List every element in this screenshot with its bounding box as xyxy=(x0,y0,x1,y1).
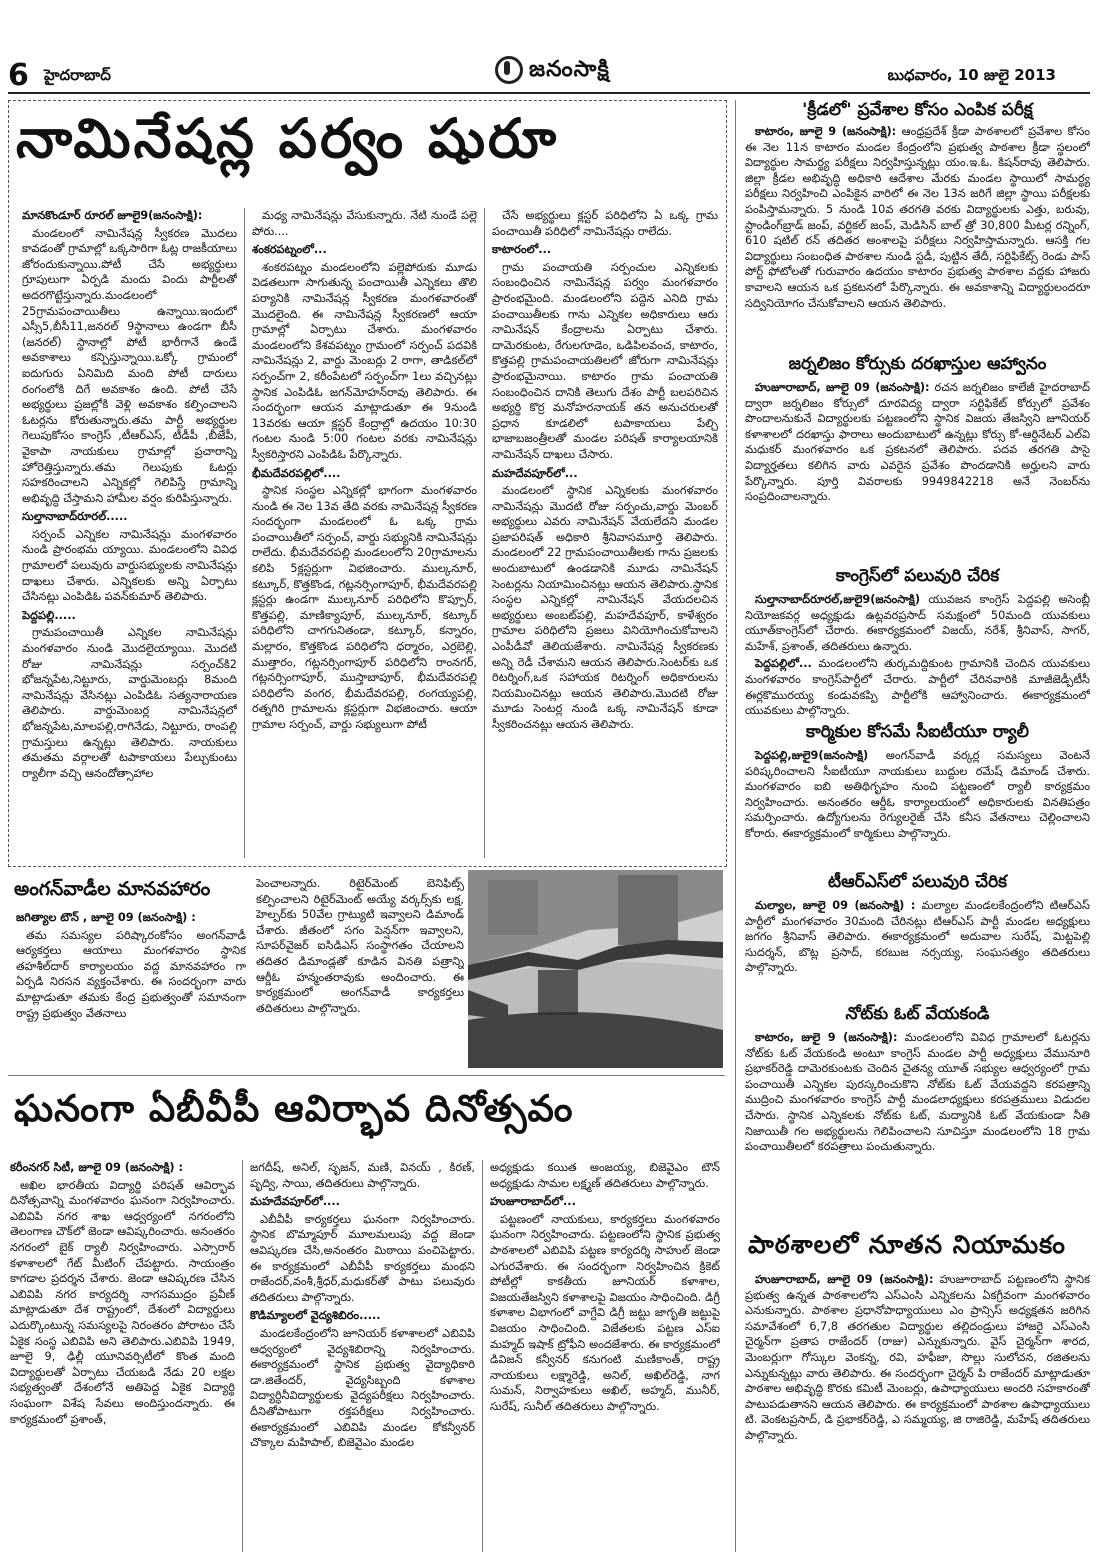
article-body: మల్యాల మండలకేంద్రంలోని టిఆర్ఎస్ పార్టీలో మంగళవారం 30మంది చేరినట్లు టిఆర్ఎస్ పార్టీ మండల అధ్యక్షులు జగగం శ్రీనివాస్ తెలిపారు. ఈకార్యక్రమంలో అదువాల సురేష్, మిట్టపెల్లి సుదర్శన్, బొట్ల ప్రసాద్, కరబుజ నర్సయ్య, సంఘసత్యం తదితరులు పాల్గొన్నారు. xyxy=(745,899,1090,975)
anganwadi-story xyxy=(8,870,725,1070)
dateline: పెద్దపల్లి,జులై9(జనంసాక్షి) xyxy=(755,749,869,762)
dateline: హుజూరాబాద్, జూలై 09 (జనంసాక్షి): xyxy=(755,1273,934,1286)
article-paragraph xyxy=(745,124,1090,311)
subhead: కొడిమ్యాలలో వైద్యశిబిరం..... xyxy=(250,1309,381,1323)
article-paragraph: చేసే అభ్యర్థులు క్లస్టర్ పరిధిలోని ఏ ఒక్క గ్రామ పంచాయితీ పరిధిలో నామినేషన్లు రాలేదు. xyxy=(492,209,718,238)
dateline: జగిత్యాల టౌన్ , జూలై 09 (జనంసాక్షి) : xyxy=(16,911,196,924)
column-divider xyxy=(244,208,245,858)
article-paragraph: పెంచాలన్నారు. రిటైర్‌మెంట్ బెనిఫిట్స్ కల్పించాలని రిటైర్‌మెంట్ అయ్యే వర్కర్స్‌కు లక్ష, హెల్పర్‌కు 50వేల గ్రాట్యుటి ఇవ్వాలని డిమాండ్ చేశారు. జీతంలో సగం పెన్షన్‌గా ఇవ్వాలని, సూపర్‌వైజర్ ఐసిడిఎస్ సంస్థాగతం చేయాలని తదితర డిమాండ్లతో కూడిన వినతి పత్రాన్ని ఆర్డీఓ హన్మంతరావుకు అందించారు. ఈ కార్యక్రమంలో అంగన్‌వాడీ కార్యకర్తలు తదితరులు పాల్గొన్నారు. xyxy=(256,877,464,1015)
column-divider xyxy=(484,208,485,858)
anganwadi-title: అంగన్‌వాడీల మానవహారం xyxy=(14,878,211,900)
article-paragraph xyxy=(745,1030,1090,1155)
abvp-column-3 xyxy=(490,1160,720,1552)
journalism-course-story xyxy=(745,380,1090,555)
dateline: మానకొండూర్ రూరల్ జూలై9(జనంసాక్షి): xyxy=(22,209,203,222)
article-paragraph: స్థానిక సంస్థల ఎన్నికల్లో భాగంగా మంగళవారం నుండి ఈ నెల 13వ తేది వరకు నామినేషన్ల స్వీకరణ సందర్భంగా మండలంలో ఓ ఒక్క గ్రామ పంచాయితీలో సర్పంచ్, వార్డు సభ్యునికి నామినేషన్లు రాలేదు. భీమదేవరపల్లి మండలంలోని 20గ్రామాలను కలిపి 5క్లస్టర్లుగా విభజించారు. ముల్కనూర్, కట్కూర్, కొత్తకొండ, గట్లనర్సింగాపూర్, భీమదేవరపల్లి క్లస్టర్లు ఉండగా ముల్కనూర్ పరిధిలోని కొప్పూర్, కొత్తపల్లి, మాణిక్యాపూర్, ముల్కనూర్, కట్కూర్ పరిధిలోని చాగగునితండా, కట్కూర్, కన్నారం, మల్లారం, కొత్తకొండ పరిధిలోని ధర్మారం, ఎర్రబెల్లి, ముత్తారం, గట్లనర్సింగాపూర్ పరిధిలోని రాంనగర్, గట్లనర్సింగాపూర్, ముస్తాబాపూర్, భీమదేవరపల్లి పరిధిలోని వంగర, భీమదేవరపల్లి, రంగయ్యపల్లి, రత్నగిరి గ్రామాలను క్లస్టర్లుగా విభజించారు. ఆయా గ్రామాల సర్పంచ్, వార్డు సభ్యులుగా పోటీ xyxy=(252,484,477,731)
congress-joining-story xyxy=(745,592,1090,720)
article-paragraph: అఖిల భారతీయ విద్యార్థి పరిషత్ ఆవిర్భావ దినోత్సవాన్ని మంగళవారం ఘనంగా నిర్వహించారు. ఎబివిపి నగర శాఖ ఆధ్వర్యంలో నగరంలోని తెలంగాణ చౌక్‌లో జెండా ఆవిష్కరించారు. అనంతరం నగరంలో బైక్ ర్యాలీ నిర్వహించారు. ఎస్సారార్ కళాశాలలో గేట్ మీటింగ్ చేపట్టారు. సాయంత్రం కాగడాల ప్రదర్శన చేశారు. జెండా ఆవిష్కరణ చేసిన ఎబివిపి నగర కార్యదర్శి నాగసముద్రం ప్రవీణ్ మాట్లాడుతూ దేశ రాష్ట్రంలో, దేశంలో విద్యార్థులు ఎదుర్కొంటున్న సమస్యలపై నిరంతరం పోరాటం చేసే ఏకైక సంస్థ ఎబివిపి అని తెలిపారు.ఎబివిపి 1949, జూలై 9, ఢిల్లీ యూనివర్సిటీలో కొంత మంది విద్యార్థులతో ఏర్పాటు చేయబడి నేడు 20 లక్షల సభ్యత్వంతో దేశంలోనే అతిపెద్ద ఏకైక విద్యార్థి సంఘంగా విశేష సేవలు అందిస్తుందన్నారు. ఈ కార్యక్రమంలో ప్రశాంత్, xyxy=(10,1178,235,1426)
article-paragraph: జగదీష్, అనిల్, సృజన్, మణి, వినయ్ , కిరణ్, పృద్వి, సాయి, తదితరులు పాల్గొన్నారు. xyxy=(250,1161,475,1190)
column-divider xyxy=(482,1160,483,1552)
school-committee-story xyxy=(745,1272,1090,1552)
main-column-3 xyxy=(492,208,718,858)
subhead: శంకరపట్నంలో... xyxy=(252,243,327,257)
article-body: అంగన్‌వాడీ వర్కర్ల సమస్యలు వెంటనే పరిష్కరించాలని సీఐటీయూ నాయకులు బుద్దుల రమేష్ డిమాండ్ చేశారు. మంగళవారం ఐబి అతిథిగృహం నుంచి పట్టణంలో ర్యాలీ కార్యక్రమం నిర్వహించారు. అనంతరం ఆర్డీఓ కార్యాలయంలో అధికారులకు వినతిపత్రం సమర్పించారు. ఉద్యోగులను రెగ్యులరైజ్ చేసి కనీస వేతనాలు చెల్లించాలని కోరారు. ఈకార్యక్రమంలో కార్మికులు పాల్గొన్నారు. xyxy=(745,749,1090,840)
header-rule xyxy=(8,92,1090,94)
abvp-column-1 xyxy=(10,1160,235,1552)
subhead: మహదేవపూర్‌లో.... xyxy=(250,1195,340,1209)
main-headline: నామినేషన్ల పర్వం షురూ xyxy=(16,107,560,170)
school-committee-title: పాఠశాలలో నూతన నియామకం xyxy=(748,1230,1066,1259)
protest-photo xyxy=(468,870,723,1068)
sports-admission-story xyxy=(745,124,1090,350)
citu-rally-story xyxy=(745,748,1090,868)
subhead: భీమదేవరపల్లిలో.... xyxy=(252,466,341,480)
article-paragraph xyxy=(745,898,1090,976)
note-for-vote-story xyxy=(745,1030,1090,1220)
dateline: కాటారం, జులై 9 (జనంసాక్షి): xyxy=(755,1031,898,1044)
article-paragraph xyxy=(745,1272,1090,1444)
citu-rally-title: కార్మికుల కోసమే సీఐటీయూ ర్యాలీ xyxy=(805,722,1029,742)
article-body: హుజూరాబాద్ పట్టణంలోని స్థానిక ప్రభుత్వ ఉన్నత పాఠశాలలోని ఎస్ఎంసి ఎన్నికలను ఏకగ్రీవంగా మంగళవారం ఎనుకున్నారు. పాఠశాల ప్రధానోపాధ్యాయులు ఎం ప్రాన్సిస్ అధ్యక్షతన జరిగిన సమావేశంలో 6,7,8 తరగతుల విద్యార్థుల తల్లిదండ్రులు హాజరై ఎస్ఎంసి చైర్మన్‌గా ప్రతాప రాజేందర్ (రాజు) ఎన్నుకున్నారు. వైస్ చైర్మన్‌గా శారద, మెంబర్లుగా గోస్కుల వెంకన్న, రవి, హఫీజా, సొల్లు సులోచన, రజితలను ఎన్నుకున్నట్లు వారు తెలిపారు. ఈ సందర్భంగా చైర్మన్ పి రాజేందర్ మాట్లాడుతూ పాఠశాల అభివృద్ధి కొరకు కమిటీ మెంబర్లు, ఉపాధ్యాయులు అందరి సహకారంతో పాటుపడుతానని ఆయన తెలిపారు. ఈ కార్యక్రమంలో పాఠశాల ఉపాధ్యాయులు టి. వెంకటప్రసాద్, డి ప్రభాకర్‌రెడ్డి, ఎ సమ్మయ్య, జి రాజిరెడ్డి, మహేష్ తదితరులు పాల్గొన్నారు. xyxy=(745,1273,1090,1442)
article-paragraph: అధ్యక్షుడు కయిత అంజయ్య, బిజెవైఎం టౌన్ అధ్యక్షుడు సామల లక్ష్మణ్ తదితరులు పాల్గొన్నారు. xyxy=(490,1161,720,1190)
article-paragraph: సర్పంచ్ ఎన్నికల నామినేషన్లు మంగళవారం నుండి ప్రారంభమ య్యాయి. మండలంలోని వివిధ గ్రామాలలో పలువురు వార్డుసభ్యులకు నామినేషన్లు దాఖలు చేశారు. ఎన్నికలకు అన్ని ఏర్పాటు చేసినట్లు ఎంపిడిఓ పవన్‌కుమార్ తెలిపారు. xyxy=(22,527,237,604)
article-paragraph: మండలంలో నామినేషన్ల స్వీకరణ మొదలు కావడంతో గ్రామాల్లో ఒక్కసారిగా ఓట్ల రాజకీయాలు జోరందుకున్నాయి.పోటీ చేసే అభ్యర్థులు గ్రూపులుగా ఏర్పడి మందు విందు పార్టీలతో అదరగొట్టేస్తున్నారు.మండలంలో 25గ్రామపంచాయితీలు ఉన్నాయి.ఇందులో ఎస్సీ5,బీసీ11,జనరల్ 9స్థానాలు ఉండగా బీసీ (జనరల్) స్థానాల్లో పోటీ భారీగానే ఉండే అవకాశాలు కన్పిస్తున్నాయి.ఒక్కో గ్రామంలో ఐదుగురు ఏనిమిది మంది పోటీ దారులు రంగంలోకి దిగే అవకాశం ఉంది. పోటీ చేసే అభ్యర్థులు ప్రజల్లోకి వెళ్లి అవకాశం కల్పించాలని ఓటర్లను కోరుతున్నారు.తమ పార్టీ అభ్యర్థుల గెలుపుకోసం కాంగ్రెస్ ,టీఆర్ఎస్, టీడీపీ ,బీజేపీ, వైకాపా నాయకులు గ్రామాల్లో ప్రచారాన్ని హోరెత్తిస్తున్నారు.తమ గెలుపుకు ఓటర్లు సహకరించాలని ఎన్నికల్లో గెలిపిస్తే గ్రామాన్ని అభివృద్ధి చేస్తామని హామీల వర్షం కురిపిస్తున్నారు. xyxy=(22,226,237,505)
dateline: కరీంనగర్ సిటీ, జూలై 09 (జనంసాక్షి) : xyxy=(10,1161,184,1174)
column-divider xyxy=(242,1160,243,1552)
article-body: మండలంలోని వివిధ గ్రామాలలో ఓటర్లను నోట్‌కు ఓట్ వేయకండి అంటూ కాంగ్రెస్ మండల పార్టీ అధ్యక్షులు వేమునూరి ప్రభాకర్‌రెడ్డి దామెరకుంటకు చెందిన చైతన్య యూత్ సభ్యుల ఆధ్వర్యంలో గ్రామ పంచాయితీ ఎన్నికల పురస్కరించుకొని నోట్‌కు ఓట్ వేయవద్దని కరపత్రాన్ని ముద్రించి మంగళవారం కాంగ్రెస్ పార్టీ మండలాధ్యక్షులు కరపత్రములు విడుదల చేసారు. స్థానిక ఎన్నికలకు నోట్‌కు ఓట్, మద్యానికి ఓట్ వేయకుండా నీతి నిజాయితీ గల అభ్యర్థులను గెలిపించాలని సూచిస్తూ మండలంలోని 18 గ్రామ పంచాయితీలలో కరపత్రాలు పంచుతున్నారు. xyxy=(745,1031,1090,1154)
anganwadi-column-2 xyxy=(256,876,464,1070)
trs-joining-title: టీఆర్‌ఎస్‌లో పలువురి చేరిక xyxy=(827,872,1008,892)
article-paragraph: శంకరపట్నం మండలంలోని పల్లెపోరుకు మూడు విడతలుగా సాగుతున్న పంచాయితీ ఎన్నికలు తొలి పర్యానికి నామినేషన్ల స్వీకరణ మంగళవారంతో మొదలైంది. ఈ నామినేషన్ల స్వీకరణలో ఆయా గ్రామాల్లో ఏర్పాటు చేశారు. మంగళవారం మండలంలోని కేశవపట్నం గ్రామంలో సర్పంచ్ పదవికి నామినేషన్లు 2, వార్డు మెంబర్లు 2 రాగా, తాడికల్‌లో సర్పంచ్‌గా 2, కరీంపేటలో సర్పంచ్‌గా 1లు వచ్చినట్లు స్థానిక ఎంపిడిఓ జగన్‌మోహన్‌రావు తెలిపారు. ఈ సందర్భంగా ఆయన మాట్లాడుతూ ఈ 9నుండి 13వరకు ఆయా క్లస్టర్ కేంద్రాల్లో ఉదయం 10:30 గంటల నుండి 5:00 గంటల వరకు నామినేషన్లు స్వీకరిస్తారని ఎంపిడిఓ పేర్కొన్నారు. xyxy=(252,260,477,461)
trs-joining-story xyxy=(745,898,1090,998)
article-body: ఆంధ్రప్రదేశ్ క్రీడా పాఠశాలలో ప్రవేశాల కోసం ఈ నెల 11న కాటారం మండల కేంద్రంలోని ప్రభుత్వ పాఠశాల క్రీడా స్థలంలో విద్యార్థుల సామర్థ్య పరీక్షలు నిర్వహిస్తున్నట్లు యం.ఇ.ఓ. కిషన్‌రావు తెలిపారు. జిల్లా క్రీడల అభివృద్ధి అధికారి ఆదేశాల మేరకు మండల స్థాయిలో సామర్థ్య పరీక్షలు నిర్వహించి ఎంపికైన వారిలో ఈ నెల 13న జరిగే జిల్లా స్థాయి పరీక్షలకు పంపిస్తామన్నారు. 5 నుండి 10వ తరగతి వరకు విద్యార్థులకు ఎత్తు, బరువు, స్టాండింగ్‌బ్రాడ్ జంప్, వర్టికల్ జంప్, మెడిసిన్ బాల్ త్రో 30,800 మీటర్ల రన్నింగ్, 610 షటిల్ రన్ తదితర అంశాలపై పరీక్షలు నిర్వహిస్తామన్నారు. ఆసక్తి గల విద్యార్థులు సంబంధిత పాఠశాల నుండి స్టడీ, పుట్టిన తేదీ, సర్టిఫికేట్స్ రెండు పాస్ పోర్ట్ ఫోటోలతో గురువారం ఉదయం కాటారం ప్రభుత్వ పాఠశాల వద్దకు హాజరు కావాలని ఆయన ఒక ప్రకటనలో పేర్కొన్నారు. ఈ అవకాశాన్ని విద్యార్థులందరూ సద్వినియోగం చేసుకోవాలని ఆయన తెలిపారు. xyxy=(745,125,1090,310)
page-header xyxy=(0,0,1100,95)
article-paragraph: గ్రామపంచాయితీ ఎన్నికల నామినేషన్లు మంగళవారం నుండి మొదలైయ్యాయి. మొదటి రోజు నామినేషన్లు సర్పంచ్‌కి2 భోజన్నపేట,నిట్టూరు, వార్డుమెంబర్లు 8మంది నామినేషన్లు వేసినట్లు ఎంపిడిఓ సత్యనారాయణ తెలిపారు. వార్డుమెంబర్ల నామినేషన్లలో భోజన్నపేట,మాలపల్లి,రాగినేడు, నిట్టూరు, రాంపల్లి గ్రామస్తులు ఉన్నట్లు తెలిపారు. నాయకులు తమతమ వర్గాలతో టపాకాయలు పేల్చుకుంటు ర్యాలీగా వచ్చి ఆనందోత్సాహాల xyxy=(22,626,237,780)
article-paragraph xyxy=(745,380,1090,505)
subhead: మహదేవపూర్‌లో... xyxy=(492,466,578,480)
subhead: హుజూరాబాద్‌లో... xyxy=(490,1195,576,1209)
article-paragraph xyxy=(745,656,1090,718)
subhead: పెద్దపల్లి..... xyxy=(22,608,76,622)
anganwadi-column-1 xyxy=(16,910,246,1070)
subhead: పెద్దపల్లిలో... xyxy=(755,657,812,671)
logo-text: జనంసాక్షి xyxy=(529,57,610,82)
article-body: యువజన కాంగ్రెస్ పెద్దపల్లి అసెంబ్లీ నియోజకవర్గ అధ్యక్షుడు ఉట్లవరప్రసాద్ సమక్షంలో 50మంది యువకులు యూత్‌కాంగ్రెస్‌లో చేరారు. ఈకార్యక్రమంలో విజయ్, నరేశ్, శ్రీనివాస్, సాగర్, మహేశ్, ప్రశాంత్, తదితరులు ఉన్నారు. xyxy=(745,593,1090,653)
abvp-headline: ఘనంగా ఏబీవీపీ ఆవిర్భావ దినోత్సవం xyxy=(14,1087,574,1130)
dateline: హుజూరాబాద్, జూలై 09 (జనంసాక్షి): xyxy=(755,381,930,394)
article-paragraph: మధ్య నామినేషన్లు వేసుకున్నారు. నేటి నుండే పల్లె పోరు.... xyxy=(252,209,477,238)
subhead: సుల్తానాబాద్‌రూరల్..... xyxy=(22,510,128,524)
article-paragraph: మండలంలో స్థానిక ఎన్నికలకు మంగళవారం నామినేషన్లు మొదటి రోజు సర్పంచు,వార్డు మెంబర్ అభ్యర్థులు ఎవరు నామినేషన్ వేయలేదని మండల ప్రజాపరిషత్ అధికారి శ్రీనివాసమూర్తి తెలిపారు. మండలంలో 22 గ్రామపంచాయితీలకు గాను ప్రజలకు అందుబాటులో ఉండడానికి మూడు నామినేషన్ సెంటర్లను నియామించినట్లు ఆయన తెలిపారు.స్థానిక సంస్థల ఎన్నికల్లో నామినేషన్ వేయదలచిన అభ్యర్థులు అంబట్‌పల్లి, మహదేవపూర్, కాళేశ్వరం గ్రామాల పరిధిలోని ప్రజలు వినియోగించుకోవాలని ఎంపీడీవో తెలియజేశారు. నామినేషన్ల స్వీకరణకు అన్ని రెడీ చేశామని ఆయన తెలిపారు.సెంటర్‌కు ఒక రిటర్నింగ్,ఒక సహాయక రిటర్నింగ్ అధికారులను నియమించినట్లు ఆయన తెలిపారు.మొదటి రోజు మూడు సెంటర్ల నుండి ఒక్క నామినేషన్ కూడా స్వీకరించనట్లు ఆయన తెలిపారు. xyxy=(492,484,718,731)
article-paragraph xyxy=(745,748,1090,842)
article-body: రచన జర్నలిజం కాలేజీ హైదరాబాద్ ద్వారా జర్నలిజం కోర్సులో దూరవిద్య ద్వారా సర్టిఫికేట్ కోర్సులో ప్రవేశం పొందాలనుకునే విద్యార్థులకు పట్టణంలోని స్థానిక విజయ తేజస్విని జూనియర్ కళాశాలలో దరఖాస్తు ఫారాలు అందుబాటులో ఉన్నట్లు కోర్సు కో-ఆర్డినేటర్ ఎల్‌వి మధుకర్ మంగళవారం ఒక ప్రకటనలో తెలిపారు. పదవ తరగతి పాసై విద్యార్హతలు కలిగిన వారు ఎవరైన ప్రవేశం పొందడానికి అర్హులని వారు పేర్కొన్నారు. పూర్తి వివరాలకు 9949842218 అనే నెంబర్‌ను సంప్రదించాలన్నారు. xyxy=(745,381,1090,504)
article-body: మండలంలోని తుర్కమద్దికుంట గ్రామానికి చెందిన యువకులు మంగళవారం కాంగ్రెస్‌పార్టీలో చేరారు. పార్టీలో చేరినవారికి మాజీజెడ్పీటీసీ ఈర్లకొమురయ్య కండువకప్పి పార్టీలోకి ఆహ్వానించారు. ఈకార్యక్రమంలో యువకులు పాల్గొన్నారు. xyxy=(745,657,1090,718)
article-paragraph xyxy=(745,592,1090,654)
dateline: కాటారం, జూలై 9 (జనంసాక్షి): xyxy=(755,125,897,138)
article-paragraph: పట్టణంలో నాయకులు, కార్యకర్తలు మంగళవారం ఘనంగా నిర్వహించారు. పట్టణంలోని స్థానిక ప్రభుత్వ పాఠశాలలో ఎబివిపి పట్టణ కార్యదర్శి సాహుల్ జెండా ఎగురవేశారు. ఈ సందర్భంగా నిర్వహించిన క్రికెట్ పోటీల్లో కాకతీయ జూనియర్ కళాశాల, విజయతేజస్విని కళాశాలపై విజయం సాధించింది. డిగ్రీ కళాశాల విభాగంలో వాగ్దేవి డిగ్రీ జట్టు జాగృతి జట్టుపై విజయం సాధించింది. విజేతలకు పట్టణ ఎస్ఐ మహ్మద్ ఇషాక్ ట్రోఫీని అందజేశారు. ఈ కార్యక్రమంలో డివిజన్ కన్వీనర్ కనుగంటి మణికాంత్, రాష్ట్ర నాయకులు లక్ష్మారెడ్డి, అనిల్, అఖిల్‌రెడ్డి, నాగ సుమన్, నిర్వాహకులు అఖిల్, అహ్మద్, మునీర్, సురేష్, సునీల్ తదితరులు పాల్గొన్నారు. xyxy=(490,1212,720,1413)
dateline: సుల్తానాబాద్‌రూరల్,జులై9(జనంసాక్షి) xyxy=(755,593,920,606)
article-paragraph: గ్రామ పంచాయతి సర్పంచుల ఎన్నికలకు సంబంధించిన నామినేషన్ల పర్వం మంగళవారం ప్రారంభమైంది. మండలంలోని పద్దెన ఎనిది గ్రామ పంచాయితీలకు గాను ఎన్నికల అధికారులు ఆరు నామినేషన్ కేంద్రాలను ఏర్పాటు చేశారు. దామెరకుంట, రేగులగూడెం, ఒడిపిలవంచ, కాటారం, కొత్తపల్లి గ్రామపంచాయతిలలో జోరుగా నామినేషన్లు ప్రారంభమైనాయి. కాటారం గ్రామ పంచాయతి సంబంధించిన దానికి తెలుగు దేశం పార్టీ బలపరిచిన అభ్యర్థి కొర్ర మనోహరనాయక్ తన అనుచరులతో ప్రధాన కూడలిలో టపాకాయలు పేల్చి భాజాబజంత్రీలతో మండల పరిషత్ కార్యాలయానికి నామినేషన్ దాఖలు చేసారు. xyxy=(492,260,718,461)
congress-joining-title: కాంగ్రెస్‌లో పలువురి చేరిక xyxy=(835,566,1000,586)
masthead-logo xyxy=(495,56,610,87)
section-rule xyxy=(8,1075,725,1076)
subhead: కాటారంలో... xyxy=(492,243,552,257)
note-for-vote-title: నోట్‌కు ఓట్ వేయకండి xyxy=(845,1004,990,1024)
page-number: 6 xyxy=(8,58,29,93)
abvp-column-2 xyxy=(250,1160,475,1552)
article-paragraph: ఎబీవీపీ కార్యకర్తలు ఘనంగా నిర్వహించారు. స్థానిక బొమ్మాపూర్ మూలమలుపు వద్ద జెండా ఆవిష్కరణ చేసి,అనంతరం మిఠాయి పంచిపెట్టారు. ఈ కార్యక్రమంలో ఎబీవీపీ కార్యకర్తలు మంథని రాజేందర్,వంశీ,శ్రీధర్,మధుకర్‌తో పాటు పలువురు తదితరులు పాల్గొన్నారు. xyxy=(250,1212,475,1304)
newspaper-logo-icon xyxy=(495,56,523,84)
main-column-1 xyxy=(22,208,237,858)
article-paragraph: తమ సమస్యల పరిష్కారంకోసం అంగన్‌వాడీ ఆర్యకర్తలు ఆయాలు మంగళవారం స్థానిక తహశీల్‌దార్ కార్యాలయం వద్ద మానవహారం గా ఏర్పడి నిరసన వ్యక్తంచేశారు. ఈ సందర్భంగా వారు మాట్లాడుతూ తమకు కేంద్ర ప్రభుత్వంతో సమానంగా రాష్ట్ర ప్రభుత్వం వేతనాలు xyxy=(16,928,246,1020)
protest-crowd-image xyxy=(468,870,723,1068)
sports-admission-title: 'క్రీడలో' ప్రవేశాల కోసం ఎంపిక పరీక్ష xyxy=(802,100,1033,120)
main-column-2 xyxy=(252,208,477,858)
dateline: మల్యాల, జూలై 09 (జనంసాక్షి) : xyxy=(755,899,916,912)
edition-city: హైదరాబాద్ xyxy=(44,66,111,84)
journalism-course-title: జర్నలిజం కోర్సుకు దరఖాస్తుల ఆహ్వానం xyxy=(788,354,1047,374)
article-paragraph: మండలకేంద్రంలోని జూనియర్ కళాశాలలో ఎబివిపి ఆధ్వర్యంలో వైద్యశిబిరాన్ని నిర్వహించారు. ఈకార్యక్రమంలో స్థానిక ప్రభుత్వ వైద్యాధికారి డా.జితేందర్, వైద్యసిబ్బంది కళాశాల విద్యార్ధినీవిద్యార్థులకు వైద్యపరీక్షలు నిర్వహించారు. దీనితోపాటుగా రక్తపరీక్షలు నిర్వహించారు. ఈకార్యక్రమంలో ఎబివిపి మండల కోకన్వీనర్ చొక్కాల మహిపాల్, బిజెవైఎం మండల xyxy=(250,1326,475,1450)
right-column-divider xyxy=(735,100,736,1552)
issue-date: బుధవారం, 10 జులై 2013 xyxy=(887,66,1056,84)
